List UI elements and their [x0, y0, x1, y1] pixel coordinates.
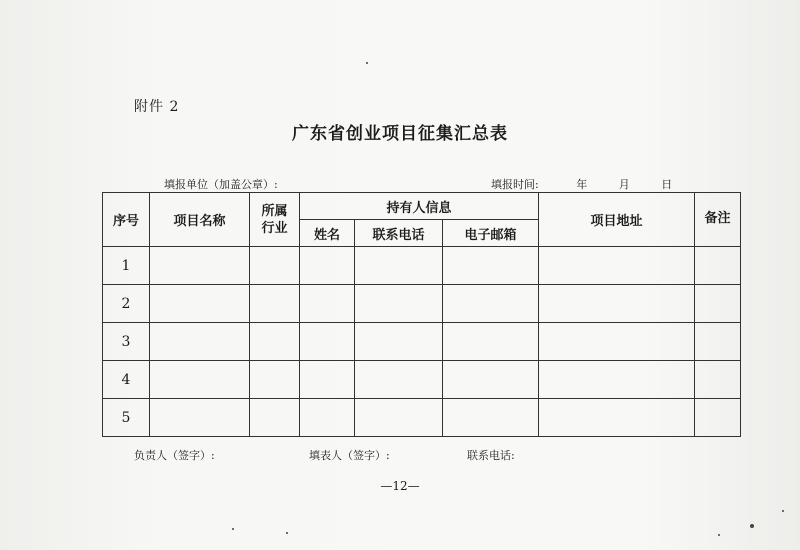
fill-time	[491, 176, 700, 192]
date-parts	[576, 178, 700, 191]
header-industry	[250, 193, 300, 247]
table-row	[103, 399, 741, 437]
contact-phone-label: 联系电话:	[467, 449, 515, 462]
cell-email	[443, 285, 539, 323]
cell-industry	[250, 361, 300, 399]
cell-industry	[250, 323, 300, 361]
cell-name	[300, 361, 355, 399]
row-number: 5	[103, 399, 150, 437]
header-phone: 联系电话	[355, 220, 443, 247]
cell-project-name	[150, 247, 250, 285]
scan-speck	[232, 528, 234, 530]
page-number: —12—	[380, 479, 420, 493]
cell-email	[443, 247, 539, 285]
row-number: 3	[103, 323, 150, 361]
scan-speck	[782, 510, 784, 512]
cell-phone	[355, 323, 443, 361]
date-day: 日	[661, 178, 673, 191]
attachment-label: 附件 2	[134, 99, 180, 115]
responsible-signature: 负责人（签字）:	[134, 449, 215, 462]
header-industry-text: 所属行业	[261, 203, 288, 236]
cell-remark	[695, 361, 741, 399]
cell-industry	[250, 285, 300, 323]
header-email: 电子邮箱	[443, 220, 539, 247]
cell-name	[300, 323, 355, 361]
cell-project-name	[150, 361, 250, 399]
header-address: 项目地址	[539, 193, 695, 247]
cell-address	[539, 399, 695, 437]
cell-email	[443, 399, 539, 437]
cell-remark	[695, 247, 741, 285]
header-project-name: 项目名称	[150, 193, 250, 247]
table-row	[103, 361, 741, 399]
header-seq: 序号	[103, 193, 150, 247]
header-remark: 备注	[695, 193, 741, 247]
filler-signature: 填表人（签字）:	[309, 449, 390, 462]
date-year: 年	[576, 178, 588, 191]
cell-email	[443, 323, 539, 361]
cell-remark	[695, 399, 741, 437]
date-month: 月	[618, 178, 630, 191]
scan-speck	[750, 524, 754, 528]
cell-phone	[355, 361, 443, 399]
cell-name	[300, 247, 355, 285]
table-row	[103, 323, 741, 361]
table-row	[103, 285, 741, 323]
row-number: 4	[103, 361, 150, 399]
cell-name	[300, 399, 355, 437]
cell-project-name	[150, 323, 250, 361]
cell-industry	[250, 399, 300, 437]
fill-unit-label: 填报单位（加盖公章）:	[164, 178, 278, 191]
document-title: 广东省创业项目征集汇总表	[292, 124, 508, 144]
cell-phone	[355, 247, 443, 285]
cell-project-name	[150, 399, 250, 437]
cell-email	[443, 361, 539, 399]
cell-industry	[250, 247, 300, 285]
cell-remark	[695, 285, 741, 323]
collection-table	[102, 192, 741, 437]
header-holder-info: 持有人信息	[300, 193, 539, 220]
cell-remark	[695, 323, 741, 361]
header-row-1	[103, 193, 741, 220]
cell-address	[539, 285, 695, 323]
scan-speck	[366, 62, 368, 64]
cell-address	[539, 323, 695, 361]
cell-name	[300, 285, 355, 323]
cell-project-name	[150, 285, 250, 323]
fill-time-label: 填报时间:	[491, 178, 539, 191]
table-row	[103, 247, 741, 285]
scan-speck	[286, 532, 288, 534]
cell-phone	[355, 285, 443, 323]
scan-speck	[718, 534, 720, 536]
row-number: 1	[103, 247, 150, 285]
cell-phone	[355, 399, 443, 437]
cell-address	[539, 361, 695, 399]
row-number: 2	[103, 285, 150, 323]
header-name: 姓名	[300, 220, 355, 247]
cell-address	[539, 247, 695, 285]
